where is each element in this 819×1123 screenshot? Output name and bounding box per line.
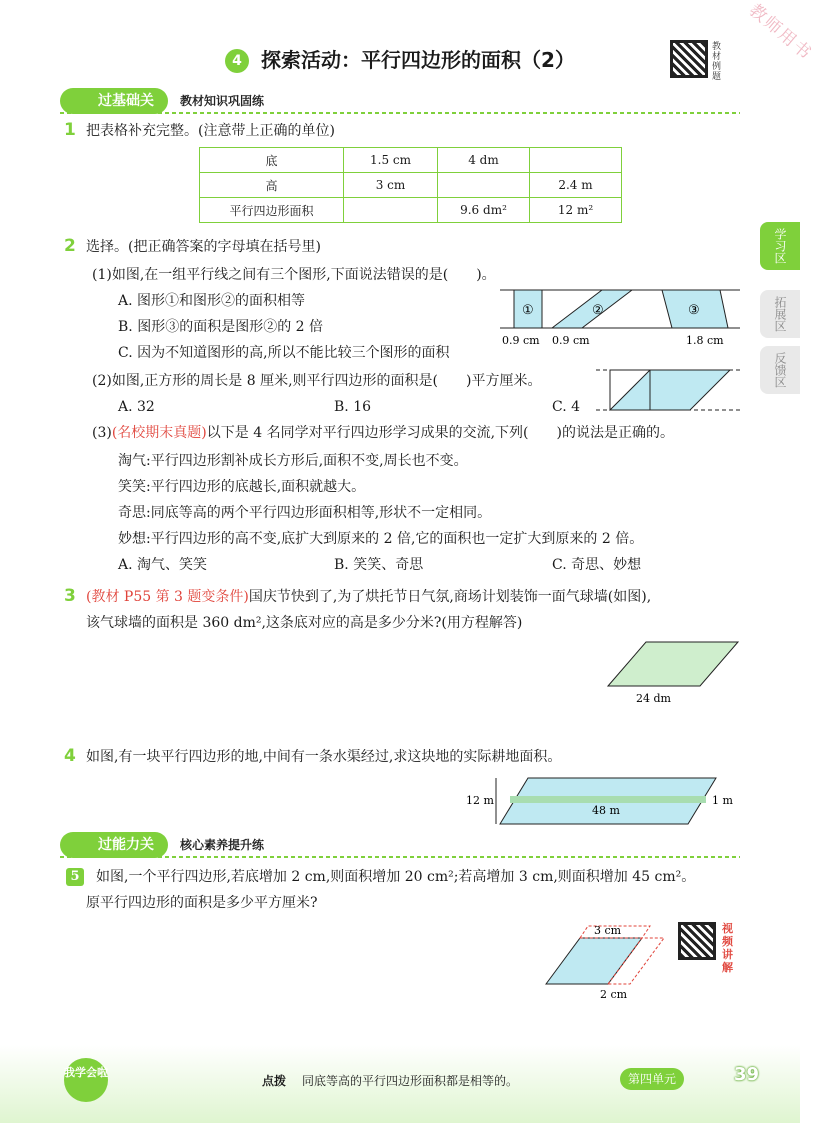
height-label: 12 m (466, 794, 494, 807)
qr-label: 教材例题 (712, 42, 722, 82)
watermark-stamp: 教师用书 (744, 0, 816, 65)
q1-table (199, 147, 622, 223)
sub-question: (2)如图,正方形的周长是 8 厘米,则平行四边形的面积是( )平方厘米。 (92, 373, 542, 389)
statement: 奇思:同底等高的两个平行四边形面积相等,形状不一定相同。 (118, 505, 492, 521)
base-label: 48 m (592, 804, 620, 817)
question-text (86, 586, 746, 608)
parallel-figures (500, 284, 740, 350)
question-number: 3 (64, 586, 76, 606)
option-a[interactable]: A. 图形①和图形②的面积相等 (118, 293, 306, 309)
width-label: 1 m (712, 794, 733, 807)
question-text: 选择。(把正确答案的字母填在括号里) (86, 239, 321, 255)
section-subtitle: 教材知识巩固练 (180, 94, 265, 108)
table-cell: 9.6 dm² (438, 198, 530, 223)
divider (60, 856, 740, 858)
figure-label: ③ (688, 303, 700, 318)
section-subtitle: 核心素养提升练 (180, 838, 265, 852)
tip-label: 点拨 (262, 1074, 287, 1088)
table-cell: 3 cm (344, 173, 438, 198)
sub-question-stem: 以下是 4 名同学对平行四边形学习成果的交流,下列( )的说法是正确的。 (206, 425, 674, 441)
table-cell[interactable] (344, 198, 438, 223)
table-cell: 2.4 m (530, 173, 622, 198)
page-number: 39 (734, 1064, 760, 1085)
table-cell: 底 (200, 148, 344, 173)
option-b[interactable]: B. 笑笑、奇思 (334, 557, 424, 573)
option-b[interactable]: B. 图形③的面积是图形②的 2 倍 (118, 319, 323, 335)
option-c[interactable]: C. 因为不知道图形的高,所以不能比较三个图形的面积 (118, 345, 450, 361)
table-cell[interactable] (438, 173, 530, 198)
sub-question: (3)(名校期末真题)以下是 4 名同学对平行四边形学习成果的交流,下列( )的说法是正确的。 (92, 425, 674, 441)
title-text: 探索活动：平行四边形的面积（2） (261, 48, 575, 72)
question-text: 该气球墙的面积是 360 dm²,这条底对应的高是多少分米?(用方程解答) (86, 615, 523, 631)
base-label: 24 dm (636, 692, 671, 705)
question-text: 如图,一个平行四边形,若底增加 2 cm,则面积增加 20 cm²;若高增加 3 cm,则面积增加 45 cm²。 (96, 869, 696, 885)
video-label: 视频讲解 (722, 922, 733, 974)
bottom-label: 2 cm (600, 988, 628, 1001)
option-c[interactable]: C. 4 (552, 399, 581, 415)
question-number: 5 (66, 868, 84, 886)
figure-label: ① (522, 303, 534, 318)
qr-code[interactable] (670, 40, 708, 78)
table-cell: 4 dm (438, 148, 530, 173)
field-figure (464, 774, 744, 828)
option-b[interactable]: B. 16 (334, 399, 372, 415)
table-cell: 1.5 cm (344, 148, 438, 173)
top-label: 3 cm (594, 924, 622, 937)
unit-label: 第四单元 (620, 1068, 684, 1090)
statement: 淘气:平行四边形割补成长方形后,面积不变,周长也不变。 (118, 453, 468, 469)
tip-text: 同底等高的平行四边形面积都是相等的。 (302, 1074, 519, 1088)
question-text: 如图,有一块平行四边形的地,中间有一条水渠经过,求这块地的实际耕地面积。 (86, 749, 562, 765)
question-number: 2 (64, 236, 76, 256)
source-tag: (名校期末真题) (111, 425, 207, 441)
sub-question: (1)如图,在一组平行线之间有三个图形,下面说法错误的是( )。 (92, 267, 496, 283)
side-tab-extend[interactable]: 拓展区 (760, 290, 800, 338)
statement: 笑笑:平行四边形的底越长,面积就越大。 (118, 479, 366, 495)
video-qr-code[interactable] (678, 922, 716, 960)
lesson-number: 4 (225, 49, 249, 73)
question-number: 4 (64, 746, 76, 766)
footer-logo: 我学会啦 (64, 1058, 108, 1102)
divider (60, 112, 740, 114)
parallelogram-figure (540, 918, 670, 1004)
table-cell: 平行四边形面积 (200, 198, 344, 223)
measure-label: 1.8 cm (686, 334, 724, 347)
statement: 妙想:平行四边形的高不变,底扩大到原来的 2 倍,它的面积也一定扩大到原来的 2 倍。 (118, 531, 644, 547)
tip (262, 1072, 518, 1089)
figure-label: ② (592, 303, 604, 318)
balloon-wall-figure (604, 638, 744, 706)
side-tab-feedback[interactable]: 反馈区 (760, 346, 800, 394)
side-tab-study[interactable]: 学习区 (760, 222, 800, 270)
question-text: 把表格补充完整。(注意带上正确的单位) (86, 123, 335, 139)
section-badge: 过基础关 (60, 88, 168, 114)
table-cell: 高 (200, 173, 344, 198)
question-text: 原平行四边形的面积是多少平方厘米? (86, 895, 318, 911)
option-c[interactable]: C. 奇思、妙想 (552, 557, 642, 573)
measure-label: 0.9 cm (552, 334, 590, 347)
section-badge: 过能力关 (60, 832, 168, 858)
question-number: 1 (64, 120, 76, 140)
option-a[interactable]: A. 淘气、笑笑 (118, 557, 208, 573)
table-cell: 12 m² (530, 198, 622, 223)
source-tag: (教材 P55 第 3 题变条件) (86, 589, 249, 605)
table-cell[interactable] (530, 148, 622, 173)
question-text-line: 国庆节快到了,为了烘托节日气氛,商场计划装饰一面气球墙(如图), (248, 589, 652, 605)
measure-label: 0.9 cm (502, 334, 540, 347)
option-a[interactable]: A. 32 (118, 399, 155, 415)
square-parallelogram-figure (596, 368, 740, 414)
